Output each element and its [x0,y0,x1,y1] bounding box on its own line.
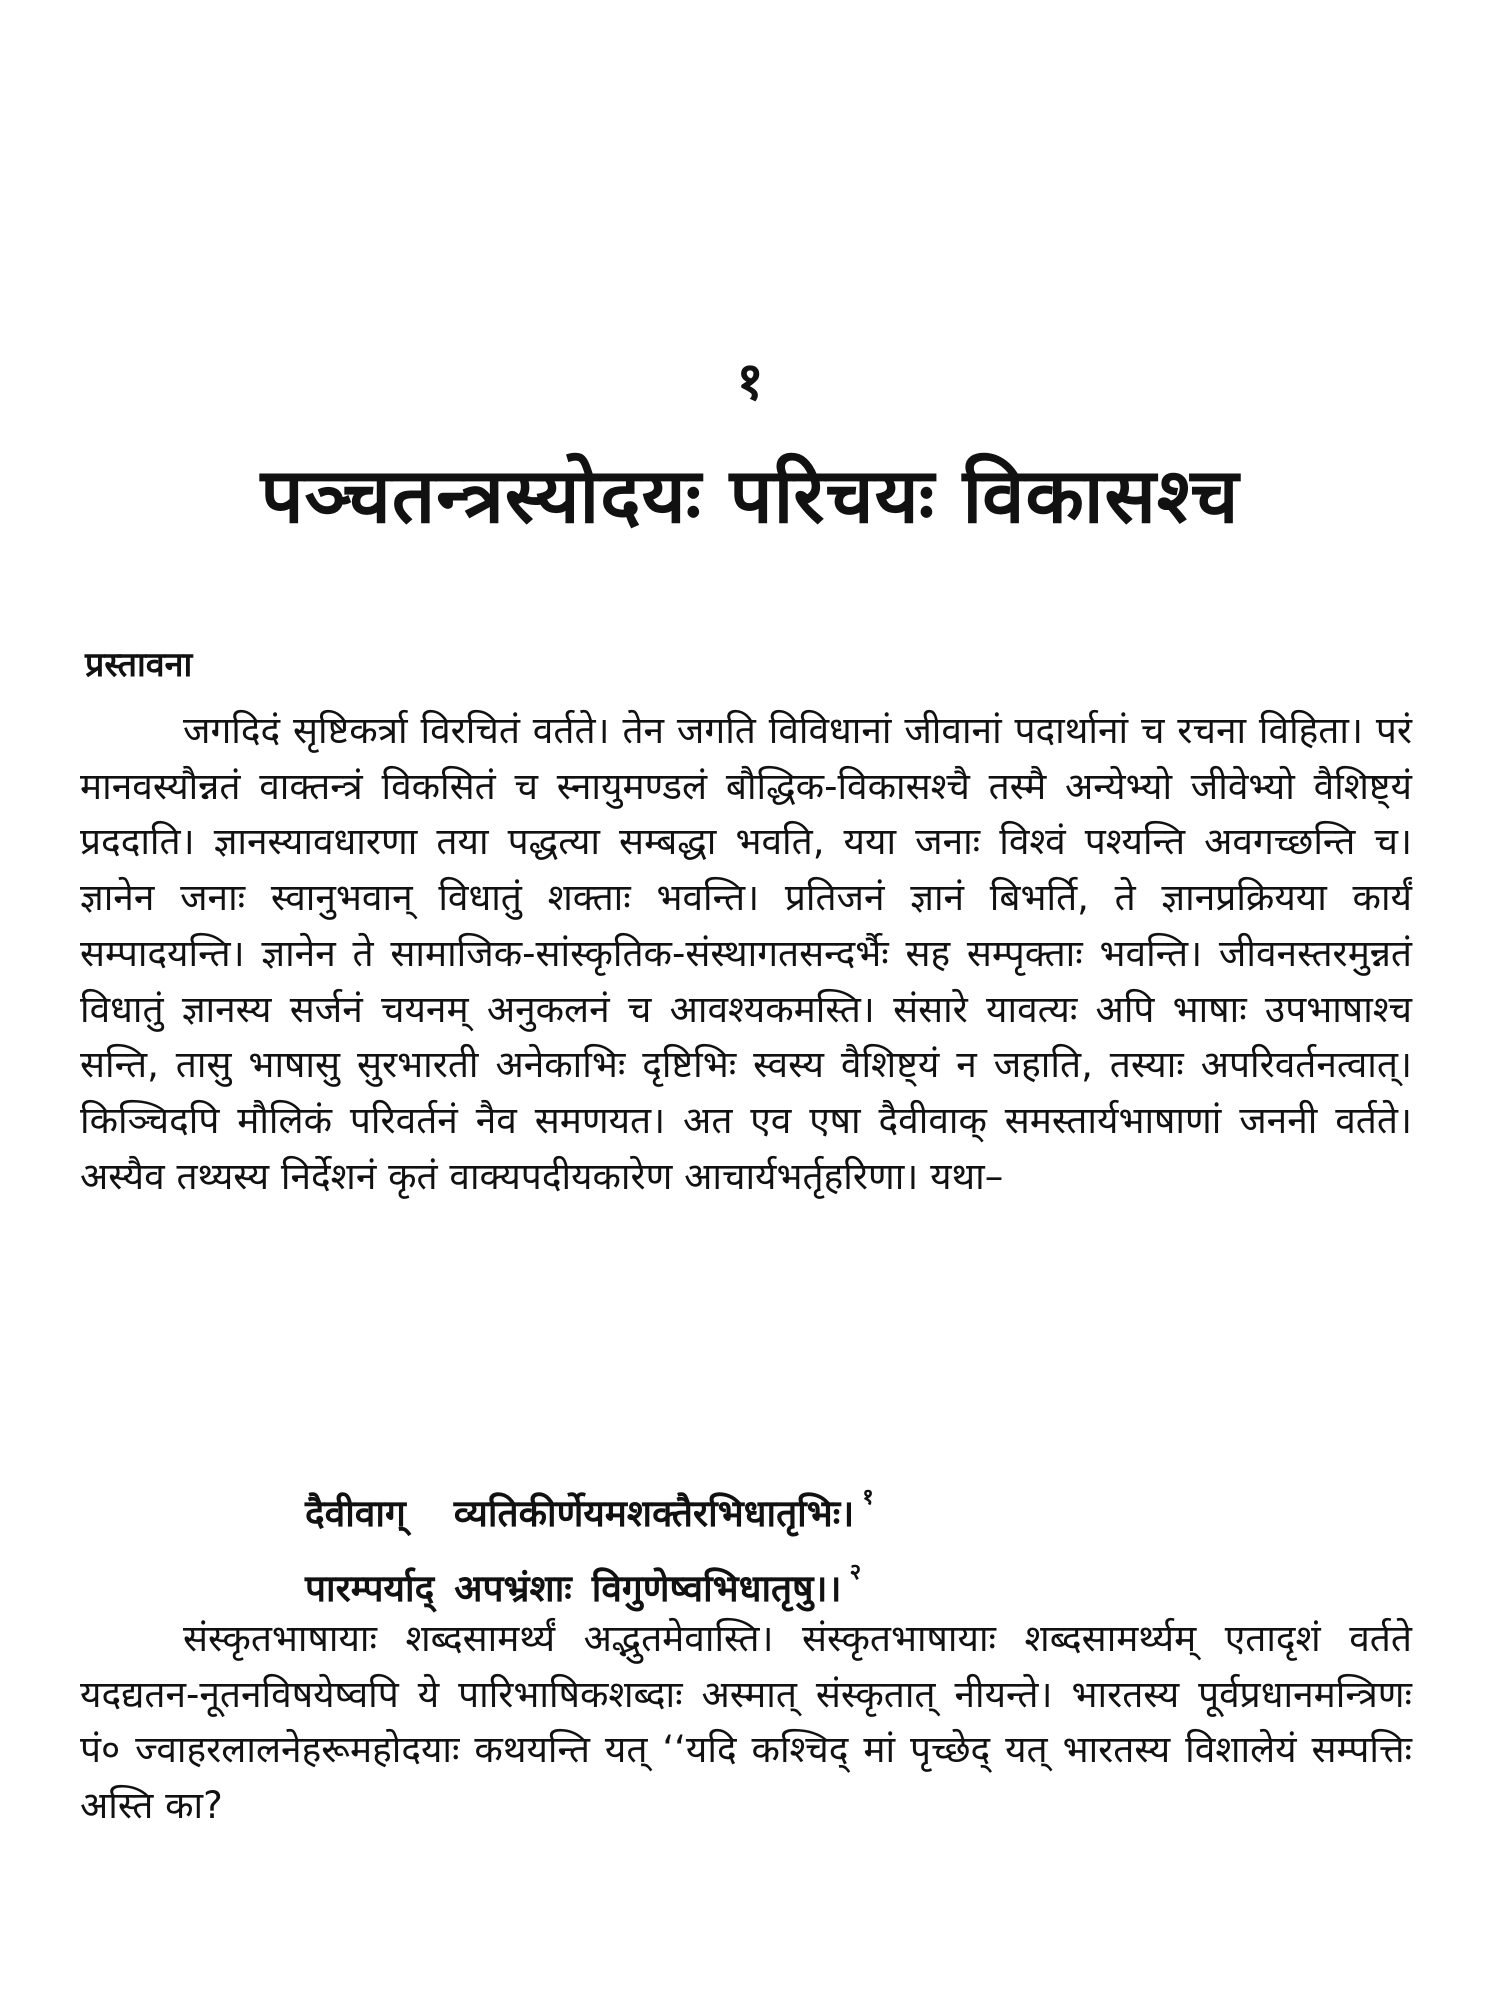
footnote-marker-1: १ [862,1485,874,1510]
verse-line-2 [305,1548,1205,1614]
verse-line-1-part1: दैवीवाग् [305,1492,406,1535]
verse-line-1 [305,1473,1205,1539]
paragraph-sanskrit-vocabulary: संस्कृतभाषायाः शब्दसामर्थ्यं अद्भुतमेवास्ति। संस्कृतभाषायाः शब्दसामर्थ्यम् एतादृशं वर्तते यदद्यतन-नूतनविषयेष्वपि ये पारिभाषिकशब्दाः अस्मात् संस्कृतात् नीयन्ते। भारतस्य पूर्वप्रधानमन्त्रिणः पं० ज्वाहरलालनेहरूमहोदयाः कथयन्ति यत् ‘‘यदि कश्चिद् मां पृच्छेद् यत् भारतस्य विशालेयं सम्पत्तिः अस्ति का? [80,1617,1412,1828]
verse-line-1-part2: व्यतिकीर्णेयमशक्तैरभिधातृभिः। [453,1492,855,1535]
verse-line-2-part3: विगुणेष्वभिधातृषु।। [591,1567,842,1610]
verse-line-2-part2: अपभ्रंशाः [454,1567,572,1610]
paragraph-introduction: जगदिदं सृष्टिकर्त्रा विरचितं वर्तते। तेन जगति विविधानां जीवानां पदार्थानां च रचना विहिता। परं मानवस्यौन्नतं वाक्तन्त्रं विकसितं च स्नायुमण्डलं बौद्धिक-विकासश्चै तस्मै अन्येभ्यो जीवेभ्यो वैशिष्ट्यं प्रददाति। ज्ञानस्यावधारणा तया पद्धत्या सम्बद्धा भवति, यया जनाः विश्वं पश्यन्ति अवगच्छन्ति च। ज्ञानेन जनाः स्वानुभवान् विधातुं शक्ताः भवन्ति। प्रतिजनं ज्ञानं बिभर्ति, ते ज्ञानप्रक्रियया कार्यं सम्पादयन्ति। ज्ञानेन ते सामाजिक-सांस्कृतिक-संस्थागतसन्दर्भैः सह सम्पृक्ताः भवन्ति। जीवनस्तरमुन्नतं विधातुं ज्ञानस्य सर्जनं चयनम् अनुकलनं च आवश्यकमस्ति। संसारे यावत्यः अपि भाषाः उपभाषाश्च सन्ति, तासु भाषासु सुरभारती अनेकाभिः दृष्टिभिः स्वस्य वैशिष्ट्यं न जहाति, तस्याः अपरिवर्तनत्वात्। किञ्चिदपि मौलिकं परिवर्तनं नैव समणयत। अत एव एषा दैवीवाक् समस्तार्यभाषाणां जननी वर्तते। अस्यैव तथ्यस्य निर्देशनं कृतं वाक्यपदीयकारेण आचार्यभर्तृहरिणा। यथा– [80,709,1412,1198]
verse-line-2-part1: पारम्पर्याद् [305,1567,435,1610]
chapter-title: पञ्चतन्त्रस्योदयः परिचयः विकासश्च [260,451,1240,540]
footnote-marker-2: २ [849,1560,862,1585]
chapter-number: १ [736,352,764,412]
section-heading: प्रस्तावना [85,645,193,685]
